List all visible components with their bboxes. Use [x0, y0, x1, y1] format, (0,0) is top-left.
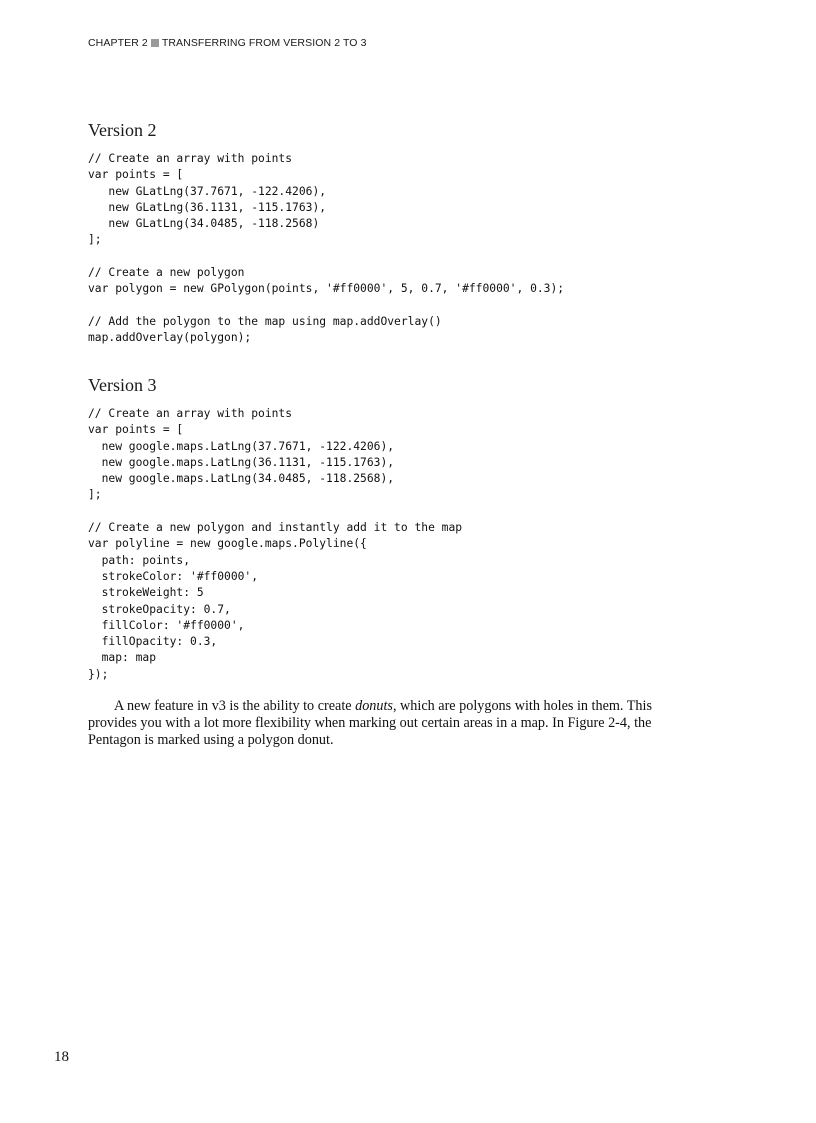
paragraph-text-after: , which are polygons with holes in them. This provides you with a lot more flexibility when marking out certain areas in a map. In Figure 2-4, the Pentagon is marked using a polygon donut. — [88, 698, 652, 748]
paragraph-emphasis: donuts — [355, 698, 393, 714]
header-separator-icon — [151, 39, 159, 47]
page-number: 18 — [54, 1049, 69, 1065]
body-paragraph — [88, 698, 700, 748]
running-header — [88, 37, 367, 49]
code-block-version-2: // Create an array with points var points = [ new GLatLng(37.7671, -122.4206), new GLatLng(36.1131, -115.1763), new GLatLng(34.0485, -118.2568) ]; // Create a new polygon var polygon = new GPolygon(points, '#ff0000', 5, 0.7, '#ff0000', 0.3); // Add the polygon to the map using map.addOverlay() map.addOverlay(polygon); — [88, 152, 565, 345]
heading-version-2: Version 2 — [88, 120, 157, 140]
code-block-version-3: // Create an array with points var points = [ new google.maps.LatLng(37.7671, -122.4206), new google.maps.LatLng(36.1131, -115.1763), new google.maps.LatLng(34.0485, -118.2568), ]; // Create a new polygon and instantly add it to the map var polyline = new google.maps.Polyline({ path: points, strokeColor: '#ff0000', strokeWeight: 5 strokeOpacity: 0.7, fillColor: '#ff0000', fillOpacity: 0.3, map: map }); — [88, 407, 463, 681]
chapter-label: CHAPTER 2 — [88, 37, 148, 49]
heading-version-3: Version 3 — [88, 375, 157, 395]
paragraph-text-before: A new feature in v3 is the ability to create — [114, 698, 356, 714]
chapter-title: TRANSFERRING FROM VERSION 2 TO 3 — [161, 37, 367, 49]
